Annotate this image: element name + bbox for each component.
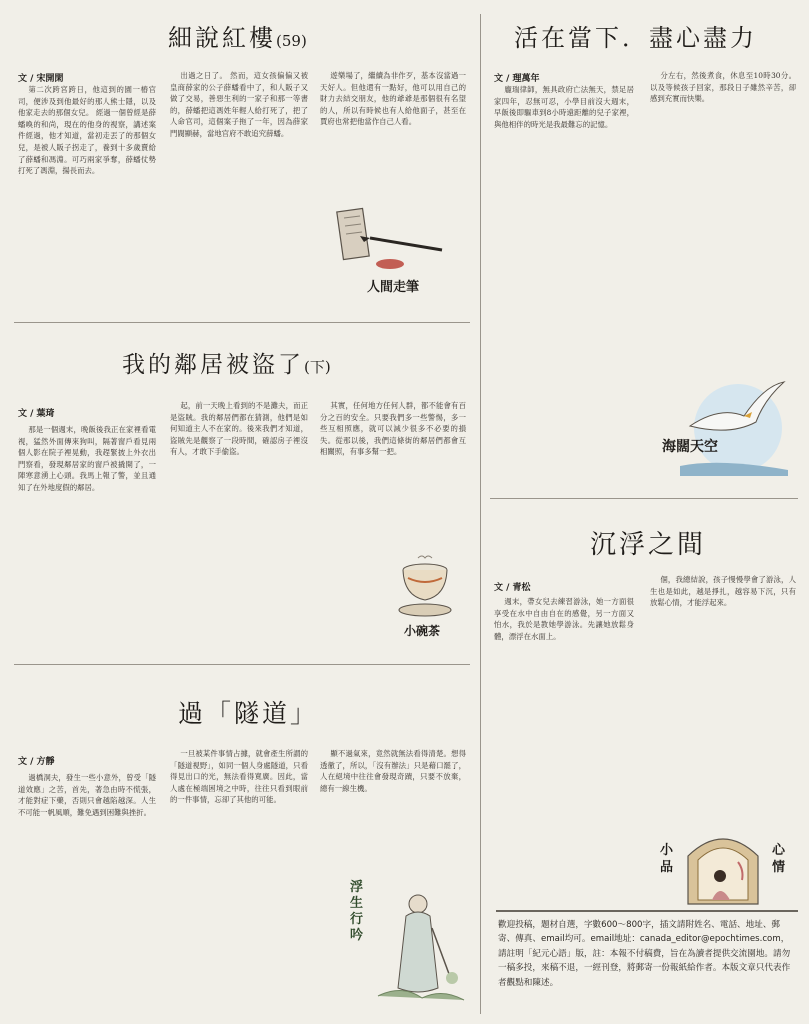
article-column: 個，我總結說，孩子慢慢學會了游泳，人生也是如此，越是掙扎，越容易下沉，只有放鬆心情，才能浮起來。 (650, 575, 796, 608)
column-caption: 浮生行吟 (350, 880, 364, 943)
section-divider (14, 322, 470, 323)
seagull-icon (660, 366, 790, 476)
submission-notice (496, 910, 798, 1016)
column-caption: 小品 (660, 843, 674, 875)
article-column: 起，前一天晚上看到的不是灘夫，而正是盜賊。我的鄰居們都在猜測，他們是如何知道主人不在家的。後來我們才知道，盜賊先是觀察了一段時間，確認房子裡沒有人，才敢下手偷盜。 (170, 401, 308, 457)
article-column: 遊樂場了，繼續為非作歹，基本沒當過一天好人。但他還有一點好，他可以用自己的財力去結交朋友，他的爺爺是那個很有名望的人，所以有時候也有人給他面子，甚至在賈府也常把他當作自己人看。 (320, 71, 466, 127)
article-column: 分左右，然後煮食，休息至10時30分。以及等候孩子回家，那段日子雖然辛苦，卻感到充實而快樂。 (650, 71, 796, 104)
article-byline: 文 / 宋開閑 (18, 74, 64, 84)
section-divider (14, 664, 470, 665)
column-caption: 人間走筆 (367, 280, 420, 295)
article-title: 沉浮之間 (590, 530, 707, 560)
article-column: 顯不過氣來，竟然就無法看得清楚。想得透徹了，所以，「沒有辦法」只是藉口罷了，人在絕境中往往會發現奇蹟，只要不放棄，總有一線生機。 (320, 749, 466, 793)
section-divider (490, 498, 798, 499)
article-column: 過橋洞夫，發生一些小意外，曾受「隧道效應」之苦，首先，著急由時不慌張，才能對症下藥，否則只會越陷越深。人生不可能一帆風順，難免遇到困難與挫折。 (18, 773, 156, 817)
column-caption: 心情 (772, 843, 786, 875)
article-column: 週末，帶女兒去練習游泳，她一方面很享受在水中自由自在的感覺，另一方面又怕水，我於是教她學游泳。先讓她放鬆身體，漂浮在水面上。 (494, 597, 634, 641)
article-column: 那是一個週末，晚飯後我正在家裡看電視，猛然外面傳來狗叫，隔著窗戶看見兩個人影在院子裡晃動，我趕緊披上外衣出門察看，發現鄰居家的窗戶被撬開了，一陣寒意湧上心頭。我馬上報了警，並且通知了在外地度假的鄰居。 (18, 425, 156, 492)
article-column: 龐瑞律師，無具政府亡法無天，禁足居家四年，忍無可忍，小學目前沒大週末，早飯後即驅車到8小時遠距離的兒子家裡，與他相伴的時光是我最難忘的記憶。 (494, 85, 634, 129)
article-title: 細說紅樓(59) (168, 24, 307, 52)
article-title: 過「隧道」 (178, 699, 319, 728)
scholar-icon (372, 878, 468, 1012)
submission-notice-text: 歡迎投稿，題材自選，字數600～800字，插文請附姓名、電話、地址、郵寄、傳真、email均可。email地址：canada_editor@epochtimes.com，請註明「紀元心語」版，註：本報不付稿費，旨在為讀者提供交流園地。請勿一稿多投，來稿不退，一經刊登，將郵寄一份報紙給作者。本版文章只代表作者觀點和陳述。 (498, 920, 791, 988)
article-title: 我的鄰居被盜了(下) (122, 352, 331, 378)
article-byline: 文 / 理萬年 (494, 74, 540, 84)
article-column: 出過之日了。 然而，這女孩偏偏又被皇商薛家的公子薛蟠看中了，和人販子又做了交易，善惡生利的一家子和那一等書的，薛蟠把這馮姓年輕人給打死了，把了人命官司，這個案子拖了一年，因為薛家門閥顯赫，當地官府不敢追究薛蟠。 (170, 71, 308, 138)
teabowl-icon (392, 552, 458, 622)
column-caption: 小碗茶 (404, 624, 441, 638)
pen-icon (330, 198, 450, 288)
article-byline: 文 / 方靜 (18, 757, 55, 767)
article-byline: 文 / 葉琦 (18, 409, 55, 419)
article-title: 活在當下．盡心盡力 (514, 24, 757, 52)
article-column: 第二次跨宮跨日，他這到的園一樁官司，便涉及到他最好的那人熊士隱，以及他家走去的那個女兒。 經過一個曾經是薛蟠喚的和尚，現在的他身的視察，講述案件經過，他才知道，當初走丟了的那個女兒，是被人販子拐走了，養到十多歲賣給了薛蟠和馮淵。可巧兩家爭奪，薛蟠仗勢打死了馮淵，揚長而去。 (18, 85, 156, 176)
article-column: 其實，任何地方任何人群，都不能會有百分之百的安全。只要我們多一些警惕，多一些互相照應，就可以減少很多不必要的損失。從那以後，我們這條街的鄰居們都會互相關照，有事多幫一把。 (320, 401, 466, 457)
article-byline: 文 / 青松 (494, 583, 531, 593)
window-icon (682, 830, 764, 906)
column-caption: 海闊天空 (662, 439, 718, 455)
article-column: 一旦被某件事情占據，就會產生所謂的「隧道視野」，如同一個人身處隧道，只看得見出口的光，無法看得寬廣。因此，當人處在極端困境之中時，往往只看到眼前的一件事情，忘卻了其他的可能。 (170, 749, 308, 805)
column-divider (480, 14, 481, 1014)
